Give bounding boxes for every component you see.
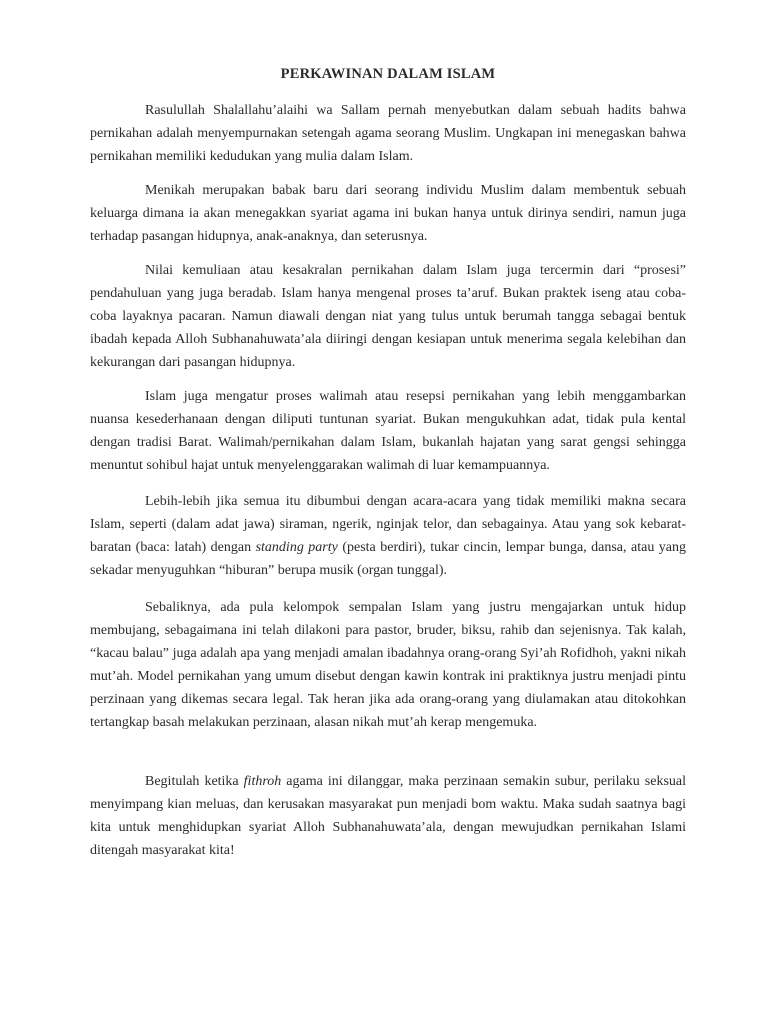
italic-term-standing-party: standing party [255, 540, 338, 555]
paragraph-hadits-intro: Rasulullah Shalallahu’alaihi wa Sallam pernah menyebutkan dalam sebuah hadits bahwa pernikahan adalah menyempurnakan setengah agama seorang Muslim. Ungkapan ini menegaskan bahwa pernikahan memiliki kedudukan yang mulia dalam Islam. [90, 103, 686, 164]
paragraph-adat-barat [90, 490, 686, 582]
italic-term-fithroh: fithroh [243, 774, 282, 789]
paragraph-text-before: Lebih-lebih jika semua itu dibumbui dengan acara-acara yang tidak memiliki makna secara Islam, seperti (dalam adat jawa) siraman, ngerik, nginjak telor, dan sebagainya. Atau yang sok kebarat-baratan (baca: latah) dengan [90, 494, 686, 555]
paragraph-walimah: Islam juga mengatur proses walimah atau resepsi pernikahan yang lebih menggambarkan nuansa kesederhanaan dengan diliputi tuntunan syariat. Bukan mengukuhkan adat, tidak pula kental dengan tradisi Barat. Walimah/pernikahan dalam Islam, bukanlah hajatan yang sarat gengsi sehingga menuntut sohibul hajat untuk menyelenggarakan walimah di luar kemampuannya. [90, 389, 686, 473]
paragraph-text-after: agama ini dilanggar, maka perzinaan semakin subur, perilaku seksual menyimpang kian meluas, dan kerusakan masyarakat pun menjadi bom waktu. Maka sudah saatnya bagi kita untuk menghidupkan syariat Alloh Subhanahuwata’ala, dengan mewujudkan pernikahan Islami ditengah masyarakat kita! [90, 774, 686, 858]
paragraph-babak-baru: Menikah merupakan babak baru dari seorang individu Muslim dalam membentuk sebuah keluarga dimana ia akan menegakkan syariat agama ini bukan hanya untuk dirinya sendiri, namun juga terhadap pasangan hidupnya, anak-anaknya, dan seterusnya. [90, 183, 686, 244]
paragraph-text-before: Begitulah ketika [145, 774, 244, 789]
paragraph-fithroh [90, 770, 686, 862]
paragraph-text-after: (pesta berdiri), tukar cincin, lempar bunga, dansa, atau yang sekadar menyuguhkan “hiburan” berupa musik (organ tunggal). [90, 540, 687, 578]
document-title: PERKAWINAN DALAM ISLAM [280, 66, 496, 82]
paragraph-kemuliaan: Nilai kemuliaan atau kesakralan pernikahan dalam Islam juga tercermin dari “prosesi” pendahuluan yang juga beradab. Islam hanya mengenal proses ta’aruf. Bukan praktek iseng atau coba-coba layaknya pacaran. Namun diawali dengan niat yang tulus untuk berumah tangga sebagai bentuk ibadah kepada Alloh Subhanahuwata’ala diiringi dengan kesiapan untuk menerima segala kelebihan dan kekurangan dari pasangan hidupnya. [90, 263, 686, 370]
paragraph-sempalan: Sebaliknya, ada pula kelompok sempalan Islam yang justru mengajarkan untuk hidup membujang, sebagaimana ini telah dilakoni para pastor, bruder, biksu, rahib dan sejenisnya. Tak kalah, “kacau balau” juga adalah apa yang menjadi amalan ibadahnya orang-orang Syi’ah Rofidhoh, yakni nikah mut’ah. Model pernikahan yang umum disebut dengan kawin kontrak ini praktiknya justru menjadi pintu perzinaan yang dikemas secara legal. Tak heran jika ada orang-orang yang diulamakan atau ditokohkan tertangkap basah melakukan perzinaan, alasan nikah mut’ah kerap mengemuka. [90, 600, 686, 730]
